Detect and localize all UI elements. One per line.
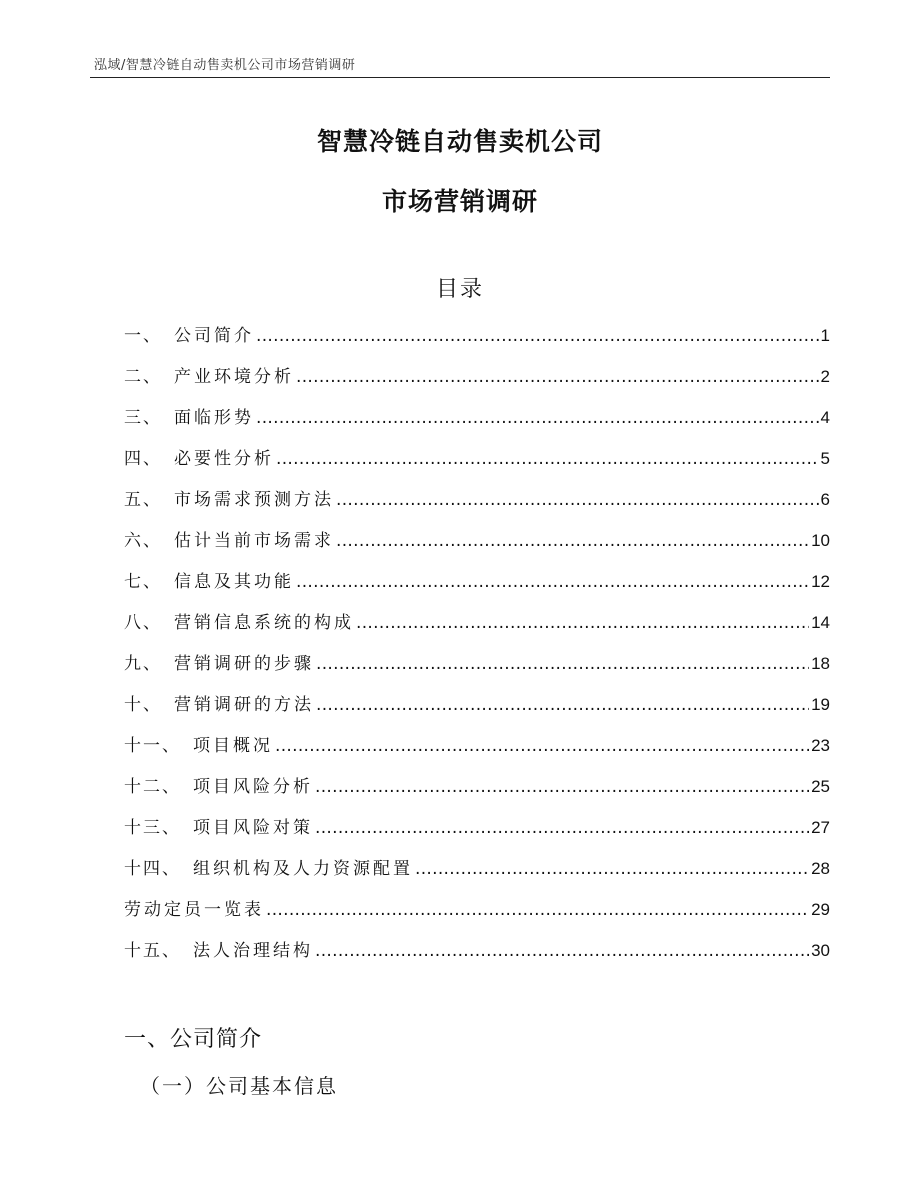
toc-dot-leader [315, 814, 809, 842]
toc-entry-title: 项目风险对策 [193, 818, 313, 838]
subsection-heading: （一）公司基本信息 [140, 1074, 338, 1098]
toc-dot-leader [296, 363, 819, 391]
toc-dot-leader [316, 650, 809, 678]
toc-entry-title: 组织机构及人力资源配置 [193, 859, 413, 879]
table-of-contents [124, 322, 830, 978]
toc-entry-page: 4 [820, 408, 830, 427]
header-divider [90, 77, 830, 78]
toc-entry[interactable] [124, 322, 830, 363]
toc-entry[interactable] [124, 445, 830, 486]
document-title-line-1: 智慧冷链自动售卖机公司 [316, 127, 603, 156]
toc-entry-page: 5 [820, 449, 830, 468]
toc-entry-title: 营销调研的方法 [174, 695, 314, 715]
toc-entry-page: 29 [811, 900, 830, 919]
toc-entry[interactable] [124, 404, 830, 445]
toc-entry[interactable] [124, 691, 830, 732]
toc-entry-title: 估计当前市场需求 [174, 531, 334, 551]
toc-entry-number: 十三、 [124, 818, 181, 838]
toc-entry-number: 十二、 [124, 777, 181, 797]
toc-entry[interactable] [124, 609, 830, 650]
toc-heading: 目录 [435, 277, 484, 302]
toc-entry[interactable] [124, 855, 830, 896]
toc-entry-title: 公司简介 [174, 326, 254, 346]
toc-dot-leader [336, 527, 809, 555]
toc-entry-title: 信息及其功能 [174, 572, 294, 592]
toc-entry-title: 劳动定员一览表 [124, 900, 264, 920]
toc-entry-page: 10 [811, 531, 830, 550]
toc-dot-leader [315, 937, 809, 965]
toc-entry-number: 十四、 [124, 859, 181, 879]
toc-entry-number: 十、 [124, 695, 162, 715]
toc-dot-leader [266, 896, 809, 924]
toc-entry[interactable] [124, 896, 830, 937]
toc-entry-title: 营销调研的步骤 [174, 654, 314, 674]
toc-dot-leader [256, 404, 819, 432]
toc-dot-leader [336, 486, 819, 514]
toc-entry-page: 27 [811, 818, 830, 837]
toc-entry-page: 12 [811, 572, 830, 591]
toc-entry-page: 25 [811, 777, 830, 796]
toc-dot-leader [276, 445, 819, 473]
toc-entry-number: 十五、 [124, 941, 181, 961]
toc-entry-title: 产业环境分析 [174, 367, 294, 387]
toc-entry[interactable] [124, 732, 830, 773]
toc-entry-number: 八、 [124, 613, 162, 633]
toc-entry-number: 十一、 [124, 736, 181, 756]
toc-entry-page: 30 [811, 941, 830, 960]
toc-entry[interactable] [124, 773, 830, 814]
toc-dot-leader [316, 691, 809, 719]
toc-entry[interactable] [124, 527, 830, 568]
toc-entry-title: 项目风险分析 [193, 777, 313, 797]
toc-entry-page: 6 [820, 490, 830, 509]
section-heading: 一、公司简介 [124, 1027, 263, 1052]
toc-entry[interactable] [124, 814, 830, 855]
toc-entry-page: 18 [811, 654, 830, 673]
toc-dot-leader [356, 609, 809, 637]
toc-dot-leader [315, 773, 809, 801]
toc-entry-page: 1 [820, 326, 830, 345]
toc-entry[interactable] [124, 363, 830, 404]
toc-entry-page: 14 [811, 613, 830, 632]
toc-entry-number: 五、 [124, 490, 162, 510]
toc-dot-leader [415, 855, 809, 883]
toc-entry-number: 七、 [124, 572, 162, 592]
toc-dot-leader [275, 732, 809, 760]
toc-entry-title: 营销信息系统的构成 [174, 613, 354, 633]
toc-entry[interactable] [124, 486, 830, 527]
toc-entry-title: 面临形势 [174, 408, 254, 428]
toc-entry-page: 23 [811, 736, 830, 755]
toc-entry[interactable] [124, 937, 830, 978]
toc-entry-title: 法人治理结构 [193, 941, 313, 961]
toc-dot-leader [296, 568, 809, 596]
toc-entry[interactable] [124, 568, 830, 609]
running-header: 泓域/智慧冷链自动售卖机公司市场营销调研 [94, 58, 356, 73]
toc-entry-title: 市场需求预测方法 [174, 490, 334, 510]
toc-entry-number: 四、 [124, 449, 162, 469]
toc-entry-number: 三、 [124, 408, 162, 428]
toc-entry-page: 19 [811, 695, 830, 714]
toc-entry-title: 必要性分析 [174, 449, 274, 469]
toc-dot-leader [256, 322, 819, 350]
toc-entry-number: 一、 [124, 326, 162, 346]
toc-entry-number: 九、 [124, 654, 162, 674]
toc-entry-number: 二、 [124, 367, 162, 387]
toc-entry-title: 项目概况 [193, 736, 273, 756]
toc-entry-number: 六、 [124, 531, 162, 551]
document-title-line-2: 市场营销调研 [381, 187, 538, 216]
toc-entry-page: 28 [811, 859, 830, 878]
toc-entry[interactable] [124, 650, 830, 691]
toc-entry-page: 2 [820, 367, 830, 386]
